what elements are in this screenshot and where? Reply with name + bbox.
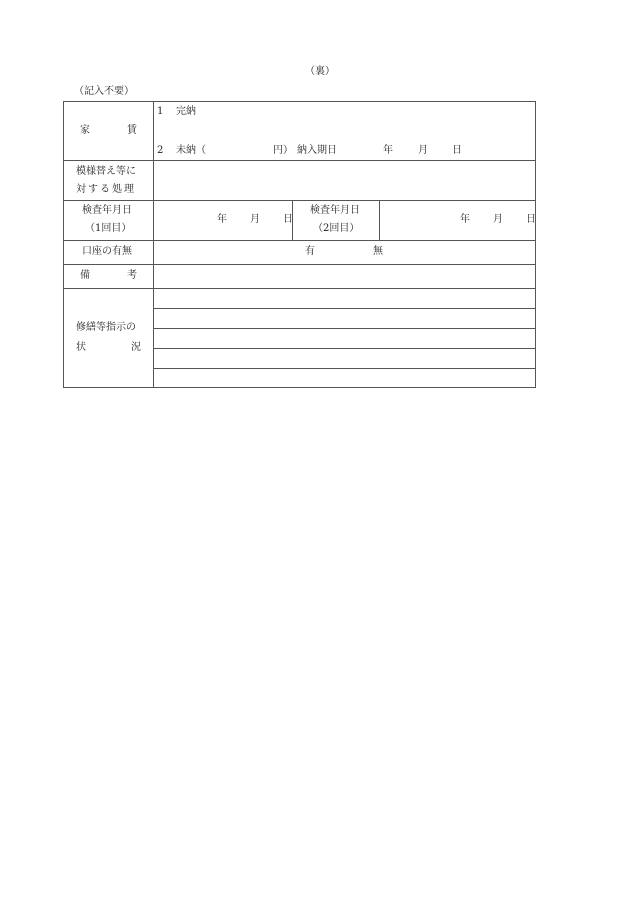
yen-label: 円） <box>273 145 293 156</box>
pattern-label-1: 模様替え等に <box>76 166 136 177</box>
remarks-label-b: 考 <box>127 270 137 281</box>
inspection-1-round: （1回目） <box>85 223 132 234</box>
inspection-2-year: 年 <box>460 214 470 225</box>
option-2-number: 2 <box>157 145 164 156</box>
inspection-1-day: 日 <box>283 214 293 225</box>
pattern-label-2: 対する処理 <box>76 184 136 195</box>
option-paid: 完納 <box>176 106 196 117</box>
page-title: （裏） <box>305 66 335 77</box>
account-no: 無 <box>373 246 383 257</box>
option-1-number: 1 <box>157 106 164 117</box>
option-unpaid: 未納（ <box>176 145 206 156</box>
remarks-label-a: 備 <box>80 270 90 281</box>
repair-label-2a: 状 <box>76 342 86 353</box>
due-day: 日 <box>452 145 462 156</box>
rent-label-a: 家 <box>80 125 90 136</box>
repair-label-2b: 況 <box>131 342 141 353</box>
inspection-1-year: 年 <box>217 214 227 225</box>
inspection-2-label: 検査年月日 <box>310 205 360 216</box>
repair-label-1: 修繕等指示の <box>76 322 136 333</box>
account-yes: 有 <box>305 246 315 257</box>
account-label: 口座の有無 <box>82 246 132 257</box>
inspection-2-month: 月 <box>493 214 503 225</box>
due-date-label: 納入期日 <box>297 145 337 156</box>
inspection-1-month: 月 <box>250 214 260 225</box>
due-year: 年 <box>383 145 393 156</box>
inspection-2-round: （2回目） <box>313 223 360 234</box>
note-no-entry: （記入不要） <box>74 86 134 97</box>
due-month: 月 <box>418 145 428 156</box>
rent-label-b: 賃 <box>127 125 137 136</box>
inspection-1-label: 検査年月日 <box>82 205 132 216</box>
inspection-2-day: 日 <box>526 214 536 225</box>
